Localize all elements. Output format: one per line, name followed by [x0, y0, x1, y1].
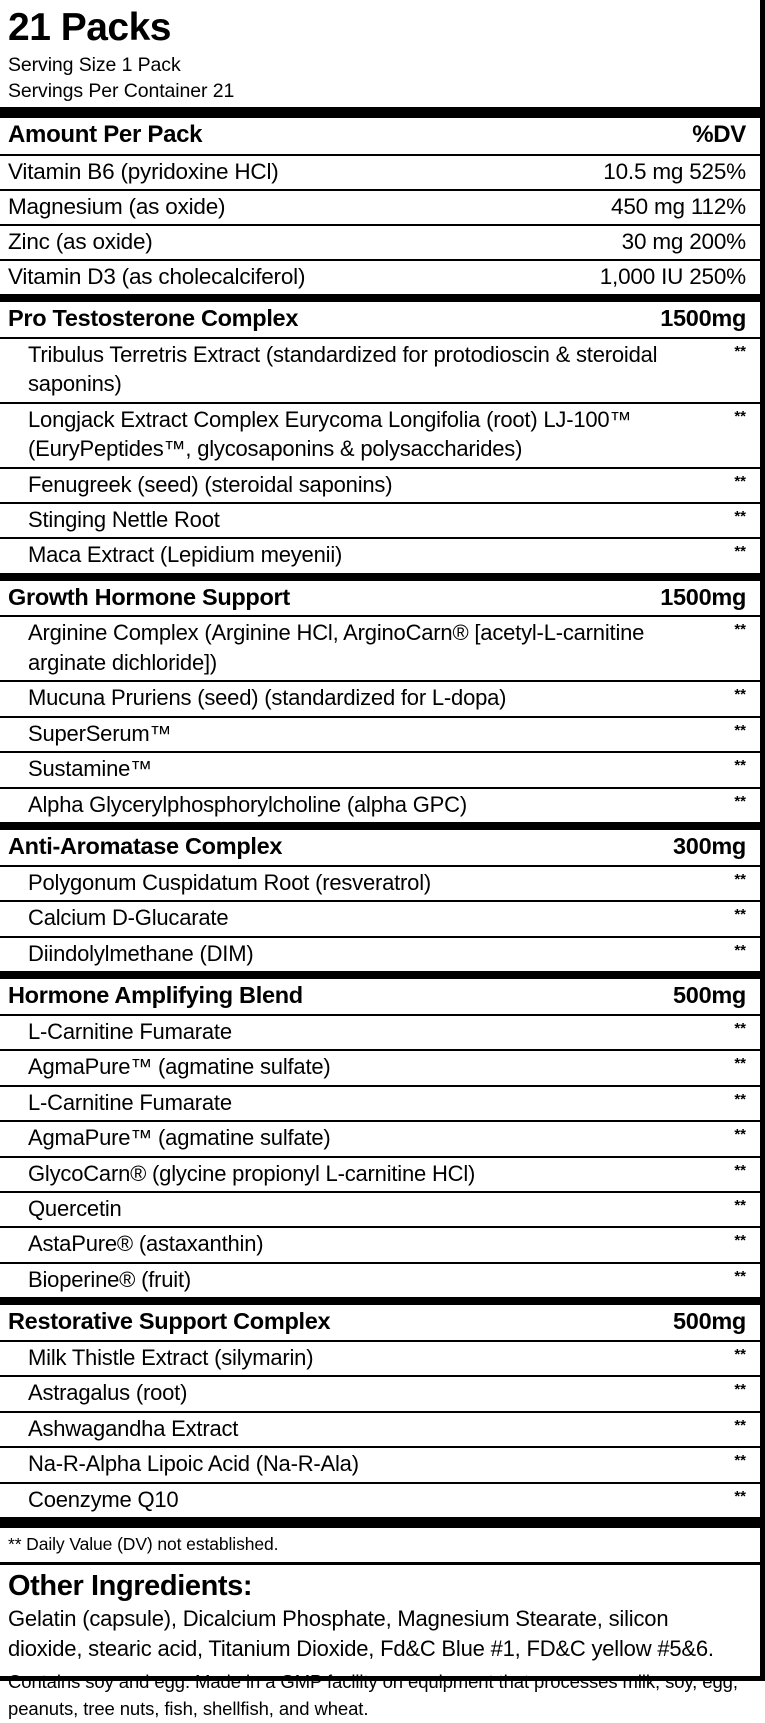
- product-title: 21 Packs: [8, 6, 171, 49]
- row-wrapper: [0, 1448, 760, 1481]
- table-row-ingredient: [8, 404, 746, 467]
- table-row-ingredient: [8, 1448, 746, 1481]
- row-wrapper: [0, 1228, 760, 1261]
- table-row-ingredient: [8, 789, 746, 822]
- row-wrapper: [0, 539, 760, 572]
- row-wrapper: [0, 1122, 760, 1155]
- table-row-ingredient: [8, 1342, 746, 1375]
- ingredient-dv-marker: **: [734, 472, 746, 490]
- ingredient-name: Polygonum Cuspidatum Root (resveratrol): [28, 869, 432, 895]
- table-row-ingredient: [8, 1264, 746, 1297]
- table-row-blend-header: [8, 581, 746, 615]
- ingredient-name: SuperSerum™: [28, 720, 172, 746]
- table-row-ingredient: [8, 1228, 746, 1261]
- blend-amount: 1500mg: [660, 305, 746, 332]
- ingredient-name: Milk Thistle Extract (silymarin): [28, 1344, 314, 1370]
- table-row-ingredient: [8, 938, 746, 971]
- table-row-ingredient: [8, 1377, 746, 1410]
- ingredient-name: Bioperine® (fruit): [28, 1266, 192, 1292]
- table-row-ingredient: [8, 339, 746, 402]
- ingredient-dv-marker: **: [734, 721, 746, 739]
- row-wrapper: [0, 261, 760, 294]
- ingredient-dv-marker: **: [734, 1196, 746, 1214]
- table-row-blend-header: [8, 1305, 746, 1339]
- divider-blend-separator: [0, 294, 760, 302]
- table-row-ingredient: [8, 539, 746, 572]
- row-wrapper: [0, 979, 760, 1013]
- table-header-row: [8, 118, 746, 153]
- ingredient-name: Ashwagandha Extract: [28, 1415, 239, 1441]
- ingredient-name: Mucuna Pruriens (seed) (standardized for L-dopa): [28, 685, 507, 711]
- table-row-blend-header: [8, 979, 746, 1013]
- row-wrapper: [0, 867, 760, 900]
- ingredient-name: Fenugreek (seed) (steroidal saponins): [28, 471, 393, 497]
- ingredient-name: L-Carnitine Fumarate: [28, 1089, 232, 1115]
- table-row-ingredient: [8, 1484, 746, 1517]
- footnote-container: [0, 1528, 760, 1562]
- blend-amount: 500mg: [673, 1308, 746, 1335]
- ingredient-name: Na-R-Alpha Lipoic Acid (Na-R-Ala): [28, 1451, 359, 1477]
- row-wrapper: [0, 404, 760, 467]
- ingredient-name: Stinging Nettle Root: [28, 507, 220, 533]
- ingredient-dv-marker: **: [734, 1267, 746, 1285]
- ingredient-dv-marker: **: [734, 508, 746, 526]
- serving-info: [8, 47, 746, 107]
- ingredient-dv-marker: **: [734, 1161, 746, 1179]
- ingredient-name: Coenzyme Q10: [28, 1486, 179, 1512]
- row-wrapper: [0, 718, 760, 751]
- table-row-ingredient: [8, 867, 746, 900]
- ingredient-dv-marker: **: [734, 342, 746, 360]
- ingredient-name: AgmaPure™ (agmatine sulfate): [28, 1054, 331, 1080]
- blend-name: Anti-Aromatase Complex: [8, 833, 283, 860]
- nutrition-table: [0, 118, 760, 153]
- percent-dv-label: %DV: [692, 121, 746, 149]
- ingredient-name: AgmaPure™ (agmatine sulfate): [28, 1125, 331, 1151]
- ingredient-dv-marker: **: [734, 1381, 746, 1399]
- divider-thick-top: [0, 107, 760, 118]
- row-wrapper: [0, 504, 760, 537]
- nutrient-name: Zinc (as oxide): [8, 228, 153, 254]
- ingredient-name: Sustamine™: [28, 756, 152, 782]
- ingredient-name: Diindolylmethane (DIM): [28, 940, 254, 966]
- row-wrapper: [0, 191, 760, 224]
- blend-amount: 1500mg: [660, 583, 746, 610]
- ingredient-name: AstaPure® (astaxanthin): [28, 1231, 264, 1257]
- row-wrapper: [0, 339, 760, 402]
- ingredient-name: Longjack Extract Complex Eurycoma Longifolia (root) LJ-100™ (EuryPeptides™, glycosaponins & polysaccharides): [28, 406, 632, 462]
- row-wrapper: [0, 902, 760, 935]
- blend-name: Pro Testosterone Complex: [8, 305, 299, 332]
- blend-amount: 500mg: [673, 982, 746, 1009]
- ingredient-dv-marker: **: [734, 1452, 746, 1470]
- other-ingredients-section: [0, 1565, 760, 1723]
- row-wrapper: [0, 1305, 760, 1339]
- table-row-nutrient: [8, 191, 746, 224]
- other-ingredients-body: Gelatin (capsule), Dicalcium Phosphate, Magnesium Stearate, silicon dioxide, stearic acid, Titanium Dioxide, Fd&C Blue #1, FD&C yellow #5&6.: [8, 1606, 714, 1661]
- ingredient-dv-marker: **: [734, 906, 746, 924]
- row-wrapper: [0, 753, 760, 786]
- table-row-nutrient: [8, 226, 746, 259]
- ingredient-dv-marker: **: [734, 792, 746, 810]
- table-row-ingredient: [8, 1413, 746, 1446]
- row-wrapper: [0, 1342, 760, 1375]
- nutrient-name: Vitamin D3 (as cholecalciferol): [8, 264, 306, 290]
- table-row-ingredient: [8, 1016, 746, 1049]
- table-row-ingredient: [8, 902, 746, 935]
- nutrient-value: 450 mg 112%: [611, 193, 746, 219]
- row-wrapper: [0, 617, 760, 680]
- row-wrapper: [0, 682, 760, 715]
- nutrient-name: Vitamin B6 (pyridoxine HCl): [8, 158, 279, 184]
- ingredient-dv-marker: **: [734, 757, 746, 775]
- table-row-ingredient: [8, 682, 746, 715]
- table-row-ingredient: [8, 469, 746, 502]
- table-row-ingredient: [8, 1158, 746, 1191]
- row-wrapper: [0, 302, 760, 336]
- row-wrapper: [0, 1193, 760, 1226]
- divider-blend-separator: [0, 1297, 760, 1305]
- ingredient-dv-marker: **: [734, 1416, 746, 1434]
- nutrient-value: 1,000 IU 250%: [599, 264, 746, 290]
- table-row-ingredient: [8, 617, 746, 680]
- table-row-ingredient: [8, 718, 746, 751]
- label-content: [0, 0, 760, 107]
- nutrient-value: 10.5 mg 525%: [603, 158, 746, 184]
- divider-blend-separator: [0, 822, 760, 830]
- row-wrapper: [0, 789, 760, 822]
- ingredient-dv-marker: **: [734, 1090, 746, 1108]
- table-row-ingredient: [8, 753, 746, 786]
- nutrient-rows-container: [0, 154, 760, 1529]
- ingredient-dv-marker: **: [734, 686, 746, 704]
- ingredient-dv-marker: **: [734, 1019, 746, 1037]
- row-wrapper: [0, 1016, 760, 1049]
- ingredient-name: Astragalus (root): [28, 1380, 188, 1406]
- ingredient-name: L-Carnitine Fumarate: [28, 1018, 232, 1044]
- table-row-ingredient: [8, 504, 746, 537]
- table-row-blend-header: [8, 302, 746, 336]
- ingredient-dv-marker: **: [734, 621, 746, 639]
- row-wrapper: [0, 1051, 760, 1084]
- divider-blend-separator: [0, 971, 760, 979]
- table-row-ingredient: [8, 1087, 746, 1120]
- ingredient-dv-marker: **: [734, 1232, 746, 1250]
- serving-size: Serving Size 1 Pack: [8, 54, 181, 76]
- row-wrapper: [0, 1484, 760, 1517]
- blend-name: Growth Hormone Support: [8, 583, 290, 610]
- ingredient-name: Quercetin: [28, 1195, 122, 1221]
- row-wrapper: [0, 156, 760, 189]
- ingredient-dv-marker: **: [734, 1055, 746, 1073]
- ingredient-name: GlycoCarn® (glycine propionyl L-carnitine HCl): [28, 1160, 476, 1186]
- blend-name: Hormone Amplifying Blend: [8, 982, 303, 1009]
- ingredient-name: Tribulus Terretris Extract (standardized for protodioscin & steroidal saponins): [28, 341, 658, 397]
- table-row-blend-header: [8, 830, 746, 864]
- nutrient-name: Magnesium (as oxide): [8, 193, 226, 219]
- ingredient-dv-marker: **: [734, 1345, 746, 1363]
- row-wrapper: [0, 581, 760, 615]
- ingredient-name: Calcium D-Glucarate: [28, 905, 229, 931]
- row-wrapper: [0, 1377, 760, 1410]
- blend-name: Restorative Support Complex: [8, 1308, 331, 1335]
- blend-amount: 300mg: [673, 833, 746, 860]
- ingredient-name: Maca Extract (Lepidium meyenii): [28, 542, 343, 568]
- amount-per-pack-label: Amount Per Pack: [8, 121, 203, 149]
- row-wrapper: [0, 226, 760, 259]
- ingredient-dv-marker: **: [734, 870, 746, 888]
- ingredient-name: Alpha Glycerylphosphorylcholine (alpha GPC): [28, 791, 467, 817]
- table-row-nutrient: [8, 156, 746, 189]
- row-wrapper: [0, 1087, 760, 1120]
- row-wrapper: [0, 1413, 760, 1446]
- nutrient-value: 30 mg 200%: [621, 228, 746, 254]
- ingredient-dv-marker: **: [734, 1126, 746, 1144]
- ingredient-dv-marker: **: [734, 407, 746, 425]
- divider-blend-separator: [0, 573, 760, 581]
- table-row-ingredient: [8, 1122, 746, 1155]
- divider-thick-bottom: [0, 1517, 760, 1528]
- table-row-ingredient: [8, 1051, 746, 1084]
- row-wrapper: [0, 1158, 760, 1191]
- table-row-nutrient: [8, 261, 746, 294]
- row-wrapper: [0, 938, 760, 971]
- row-wrapper: [0, 1264, 760, 1297]
- ingredient-dv-marker: **: [734, 941, 746, 959]
- row-wrapper: [0, 830, 760, 864]
- allergen-statement: Contains soy and egg. Made in a GMP facility on equipment that processes milk, soy, egg, peanuts, tree nuts, fish, shellfish, and wheat.: [8, 1670, 738, 1719]
- daily-value-footnote: ** Daily Value (DV) not established.: [8, 1534, 279, 1555]
- table-row-ingredient: [8, 1193, 746, 1226]
- ingredient-name: Arginine Complex (Arginine HCl, ArginoCarn® [acetyl-L-carnitine arginate dichloride]): [28, 620, 645, 675]
- ingredient-dv-marker: **: [734, 543, 746, 561]
- servings-per-container: Servings Per Container 21: [8, 79, 235, 102]
- ingredient-dv-marker: **: [734, 1487, 746, 1505]
- other-ingredients-title: Other Ingredients:: [8, 1569, 253, 1602]
- row-wrapper: [0, 469, 760, 502]
